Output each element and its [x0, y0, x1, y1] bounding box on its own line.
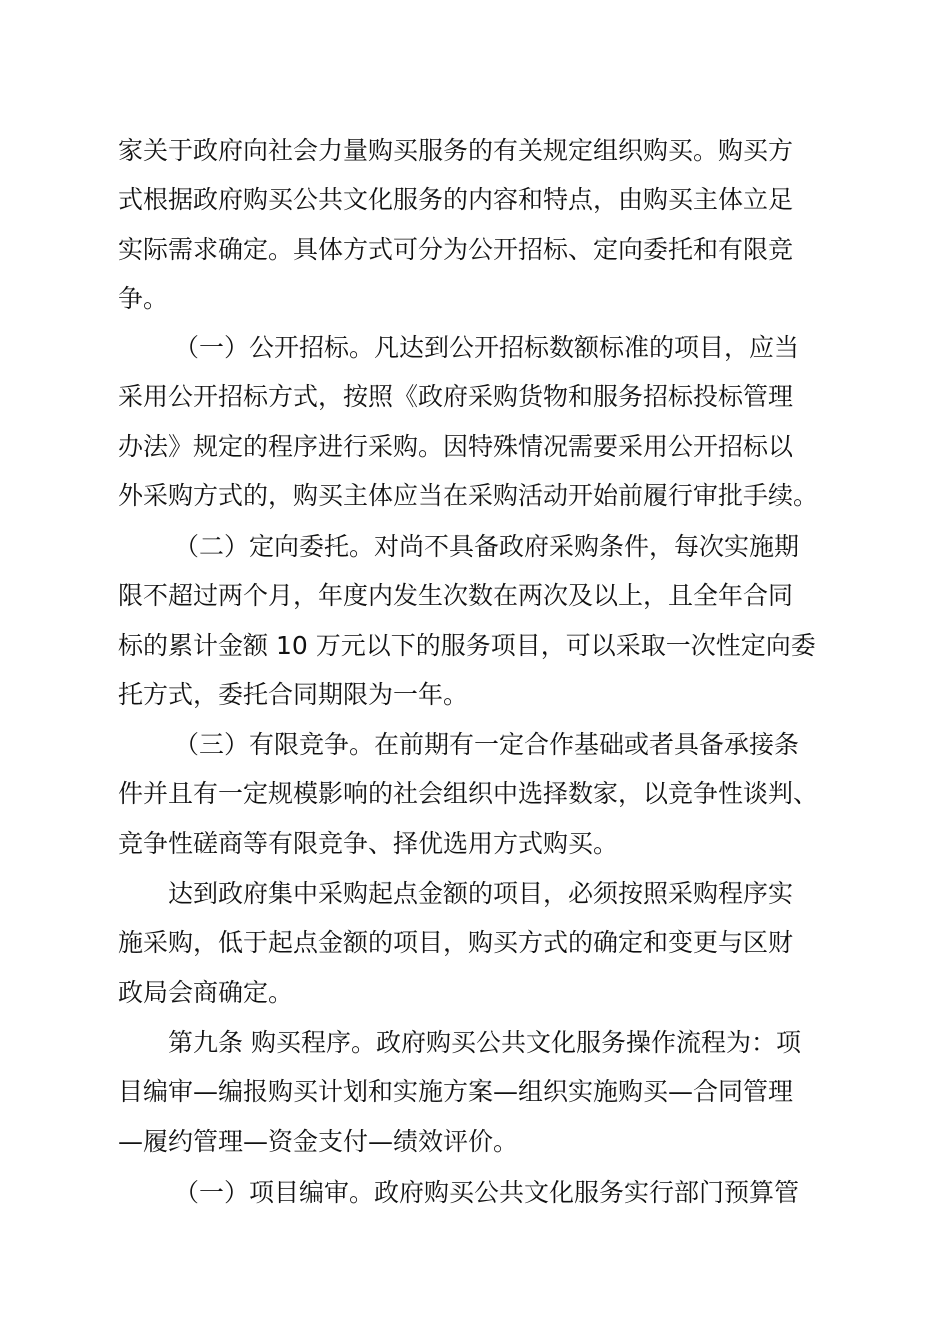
paragraph-purchase-methods [118, 126, 878, 323]
text-line: 达到政府集中采购起点金额的项目，必须按照采购程序实 [168, 879, 794, 908]
text-line: （一）项目编审。政府购买公共文化服务实行部门预算管 [174, 1178, 800, 1207]
text-line: 实际需求确定。具体方式可分为公开招标、定向委托和有限竞 [118, 234, 794, 264]
text-line: 采用公开招标方式，按照《政府采购货物和服务招标投标管理 [118, 382, 794, 412]
text-line: 争。 [118, 283, 169, 313]
text-line: 标的累计金额 10 万元以下的服务项目，可以采取一次性定向委 [118, 630, 816, 660]
text-line: 托方式，委托合同期限为一年。 [118, 679, 469, 709]
text-line: 目编审—编报购买计划和实施方案—组织实施购买—合同管理 [118, 1077, 794, 1107]
text-line: —履约管理—资金支付—绩效评价。 [118, 1126, 519, 1156]
paragraph-centralized-procurement [118, 869, 878, 1017]
text-line: 家关于政府向社会力量购买服务的有关规定组织购买。购买方 [118, 136, 794, 165]
text-line: （一）公开招标。凡达到公开招标数额标准的项目，应当 [174, 333, 800, 362]
paragraph-project-review [118, 1168, 878, 1217]
text-line: 外采购方式的，购买主体应当在采购活动开始前履行审批手续。 [118, 480, 819, 510]
text-line: 政局会商确定。 [118, 977, 294, 1007]
text-line: 限不超过两个月，年度内发生次数在两次及以上，且全年合同 [118, 581, 794, 611]
text-line: （三）有限竞争。在前期有一定合作基础或者具备承接条 [174, 730, 800, 759]
paragraph-limited-competition [118, 720, 878, 868]
text-line: 施采购，低于起点金额的项目，购买方式的确定和变更与区财 [118, 928, 794, 958]
text-line: （二）定向委托。对尚不具备政府采购条件，每次实施期 [174, 532, 800, 561]
text-line: 竞争性磋商等有限竞争、择优选用方式购买。 [118, 828, 619, 858]
paragraph-open-tender [118, 323, 878, 520]
paragraph-article-nine [118, 1018, 878, 1166]
text-line: 式根据政府购买公共文化服务的内容和特点，由购买主体立足 [118, 185, 794, 215]
text-line: 第九条 购买程序。政府购买公共文化服务操作流程为：项 [168, 1028, 801, 1057]
paragraph-directed-commission [118, 522, 878, 719]
text-line: 办法》规定的程序进行采购。因特殊情况需要采用公开招标以 [118, 431, 794, 461]
text-line: 件并且有一定规模影响的社会组织中选择数家，以竞争性谈判、 [118, 779, 819, 809]
